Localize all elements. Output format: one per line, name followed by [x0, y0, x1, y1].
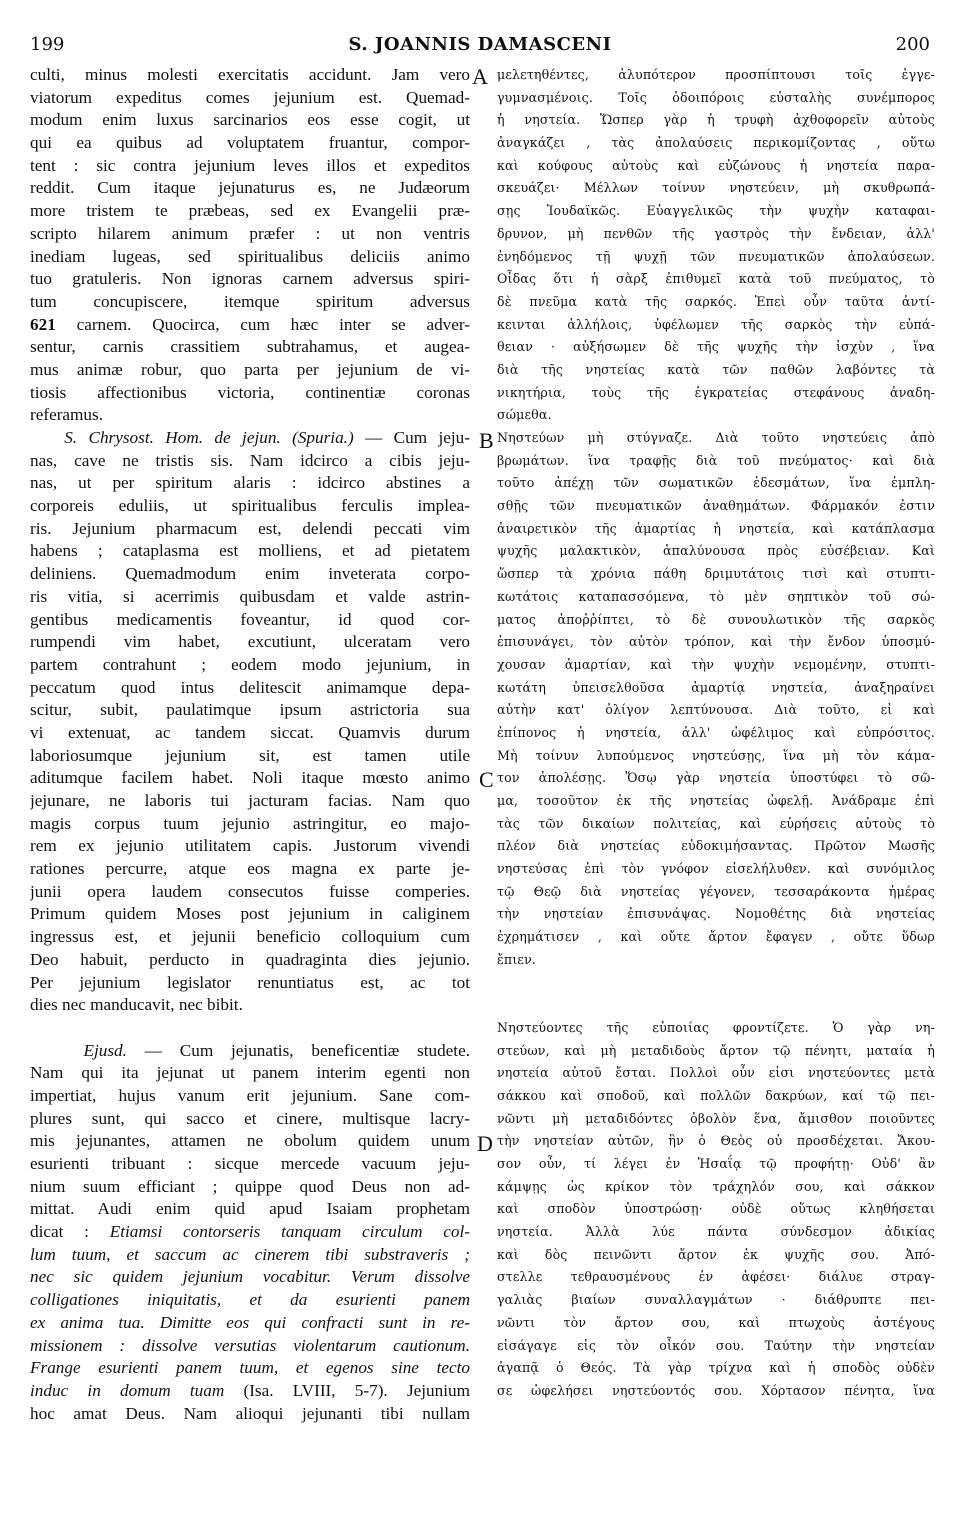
text-line: στεύων, καὶ μὴ μεταδιδοὺς ἄρτον τῷ πένητι, ματαία ἡ	[497, 1042, 935, 1058]
text-line: καὶ δὸς πεινῶντι ἄρτον ἐκ ψυχῆς σου. Ἀπό-	[497, 1246, 935, 1262]
text-line: σε ὠφελήσει νηστεύοντός σου. Χόρτασον πένητα, ἵνα	[497, 1382, 935, 1398]
source-reference: S. Chrysost. Hom. de jejun. (Spuria.)	[64, 428, 354, 447]
text-line: τὴν νηστείαν ἐπισυνάψας. Νομοθέτης διὰ νηστείας	[497, 906, 935, 922]
text-line: τὰς τῶν δικαίων πολιτείας, καὶ εὑρήσεις αὐτοὺς τὸ	[497, 815, 935, 831]
text-line: referamus.	[30, 405, 104, 425]
section-marker-b: B	[479, 428, 494, 453]
page-number-left: 199	[30, 34, 65, 55]
text-line: deliniens. Quemadmodum enim inveterata corpo-	[30, 564, 470, 584]
text-line: dicat : Etiamsi contorseris tanquam circulum col-	[30, 1222, 470, 1242]
text-line: σθῇς τῶν πνευματικῶν ἀναθημάτων. Φάρμακόν ἐστιν	[497, 498, 935, 514]
text-line: ἀγαπᾷ ὁ Θεός. Τὰ γὰρ τρίχνα καὶ ἡ σποδὸς οὐδὲν	[497, 1360, 935, 1376]
text-line: ἐπισυνάγει, τὸν αὐτὸν τρόπον, καὶ τὴν ἔνδον ὑποσμύ-	[497, 634, 935, 650]
text-line: κωτάτοις καταπασσόμενα, τὸ μὲν σηπτικὸν τοῦ σώ-	[497, 588, 935, 604]
text-line: ἐχρημάτισεν , καὶ οὔτε ἄρτον ἔφαγεν , οὔτε ὕδωρ	[497, 929, 935, 945]
text-line: nas, cave ne tristis sis. Nam idcirco a cibis jeju-	[30, 450, 470, 470]
text-line: Ejusd. — Cum jejunatis, beneficentiæ studete.	[83, 1040, 470, 1060]
text-line: esurienti tribuant : sicque mercede vacuum jeju-	[30, 1154, 470, 1173]
text-line: induc in domum tuam (Isa. LVIII, 5-7). Jejunium	[30, 1380, 470, 1400]
text-line: rumpendi vim habet, excutiunt, ulceratam vero	[30, 632, 470, 652]
text-line: corporeis eduliis, ut spiritualibus ferculis implea-	[30, 496, 470, 516]
text-line: Μὴ τοίνυν λυπούμενος νηστεύσῃς, ἵνα μὴ τὸν κάμα-	[497, 747, 935, 763]
latin-paragraph-2	[30, 427, 470, 1017]
text-line: colligationes iniquitatis, et da esurienti panem	[30, 1290, 470, 1310]
text-line: μελετηθέντες, ἀλυπότερον προσπίπτουσι τοῖς ἐγγε-	[497, 67, 935, 82]
text-line: mis jejunantes, attamen ne obolum quidem unum	[30, 1131, 470, 1151]
text-line: plures sunt, qui sacco et cinere, multisque lacry-	[30, 1108, 470, 1128]
text-line: magis corpus tuum jejunio astringitur, eo majo-	[30, 813, 470, 833]
text-line: τον ἀπολέσῃς. Ὅσῳ γὰρ νηστεία ὑποστύφει τὸ σῶ-	[497, 770, 935, 786]
text-line: ris vitia, si acerrimis quibusdam et valde astrin-	[30, 586, 470, 606]
text-line: more tristem te præbeas, sed ex Evangelii præ-	[30, 201, 470, 221]
latin-paragraph-1	[30, 64, 470, 427]
text-line: tent : sic contra jejunium leves illos et expeditos	[30, 155, 470, 175]
text-line: vi extenuat, ac tandem siccat. Quamvis durum	[30, 722, 470, 742]
text-line: nec sic quidem jejunium vocabitur. Verum dissolve	[30, 1267, 470, 1287]
text-line: culti, minus molesti exercitatis accidunt. Jam vero	[30, 65, 470, 84]
greek-column	[497, 64, 935, 1403]
text-line: διὰ τῆς νηστείας κατὰ τῶν παθῶν λαβόντες τὰ	[497, 361, 935, 377]
text-line: junii opera laudem consecutos fuisse comperies.	[30, 881, 470, 901]
text-line: σώμεθα.	[497, 407, 552, 423]
text-line: ψυχῆς μαλακτικὸν, ἁπαλύνουσα πρὸς εὐσέβειαν. Καὶ	[497, 543, 935, 559]
text-line: viatorum expeditus comes jejunium est. Quemad-	[30, 87, 470, 107]
text-line: τοῦτο ἀπέχῃ τῶν σωματικῶν ἐδεσμάτων, ἵνα ἐμπλη-	[497, 475, 935, 491]
text-line: ὥσπερ τὰ χρόνια πάθη δριμυτάτοις τισὶ καὶ στυπτι-	[497, 566, 935, 582]
text-line: θειαν · αὐξήσωμεν δὲ τῆς ψυχῆς τὴν ἰσχὺν , ἵνα	[497, 339, 935, 355]
text-line: σκευάζει· Μέλλων τοίνυν νηστεύειν, μὴ σκυθρωπά-	[497, 180, 935, 196]
greek-paragraph-3	[497, 1017, 935, 1403]
text-line: lum tuum, et saccum ac cinerem tibi substraveris ;	[30, 1244, 470, 1264]
text-line: χουσαν ἁμαρτίαν, καὶ τὴν ψυχὴν νεμομένην, στυπτι-	[497, 656, 935, 672]
text-line: scripto hilarem animum præfer : ut non ventris	[30, 223, 470, 243]
text-line: εἰσάγαγε εἰς τὸν οἶκόν σου. Ταύτην τὴν νηστείαν	[497, 1337, 935, 1353]
text-line: κάμψῃς ὡς κρίκον τὸν τράχηλόν σου, καὶ σάκκον	[497, 1178, 935, 1194]
text-line: νηστεία. Ἀλλὰ λύε πάντα σύνδεσμον ἀδικίας	[497, 1224, 935, 1240]
text-line: δὲ πνεῦμα κατὰ τῆς σαρκός. Ἐπεὶ οὖν ταῦτα ἀντί-	[497, 293, 935, 309]
text-line: Νηστεύων μὴ στύγναζε. Διὰ τοῦτο νηστεύεις ἀπὸ	[497, 430, 935, 445]
text-line: κεινται ἀλλήλοις, ὑφέλωμεν τῆς σαρκὸς τὴν εὐπά-	[497, 316, 935, 332]
text-line: σῃς Ἰουδαϊκῶς. Εὐαγγελικῶς τὴν ψυχὴν καταφαι-	[497, 203, 935, 219]
text-line: nium suum efficiant ; quippe quod Deus non ad-	[30, 1176, 470, 1196]
text-line: ἀναγκάζει , τὰς ἀπολαύσεις περικομίζοντας , οὕτω	[497, 135, 935, 151]
text-line: στελλε τεθραυσμένους ἐν ἀφέσει· διάλυε στραγ-	[497, 1269, 935, 1285]
text-line: ris. Jejunium pharmacum est, delendi peccati vim	[30, 518, 470, 538]
text-line: S. Chrysost. Hom. de jejun. (Spuria.) — Cum jeju-	[64, 428, 470, 447]
text-line: sentur, carnis crassitiem subtrahamus, et augea-	[30, 337, 470, 357]
text-line: partem contrahunt ; eodem modo jejunium, in	[30, 654, 470, 674]
text-line: αὐτὴν κατ' ὀλίγον λεπτύνουσα. Διὰ τοῦτο, εἰ καὶ	[497, 702, 935, 718]
text-line: modum enim luxus sarcinarios eos esse cogit, ut	[30, 110, 470, 130]
text-line: tum concupiscere, itemque spiritum adversus	[30, 291, 470, 311]
text-line: καὶ σποδὸν ὑποστρώσῃ· οὐδὲ οὕτως κληθήσεται	[497, 1201, 935, 1217]
text-line: ματος ἀποῤῥίπτει, τὸ δὲ συνουλωτικὸν τῆς σαρκὸς	[497, 611, 935, 627]
text-line: Νηστεύοντες τῆς εὐποιίας φροντίζετε. Ὁ γὰρ νη-	[497, 1019, 935, 1035]
text-line: ἡ νηστεία. Ὥσπερ γὰρ ἡ τρυφὴ ἀχθοφορεῖν αὐτοὺς	[497, 112, 935, 128]
text-line: Οἶδας ὅτι ἡ σὰρξ ἐπιθυμεῖ κατὰ τοῦ πνεύματος, τὸ	[497, 271, 935, 287]
text-line: Primum quidem Moses post jejunium in caliginem	[30, 904, 470, 924]
text-line: inediam lugeas, sed spiritualibus deliciis animo	[30, 246, 470, 266]
text-line: aditumque facilem habet. Noli itaque mœsto animo	[30, 768, 470, 788]
text-line: hoc amat Deus. Nam alioqui jejunanti tibi nullam	[30, 1403, 470, 1423]
text-line: νῶντι τὸν ἄρτον σου, καὶ πτωχοὺς ἀστέγους	[497, 1314, 935, 1330]
text-line: gentibus medicamentis foveantur, id quod cor-	[30, 609, 470, 629]
text-line: πλέον διὰ νηστείας εὐδοκιμήσαντας. Πρῶτον Μωσῆς	[497, 838, 935, 854]
text-line: nas, ut per spiritum alaris : idcirco abstines a	[30, 473, 470, 493]
text-line: τὴν νηστείαν αὐτῶν, ἣν ὁ Θεὸς οὐ προσδέχεται. Ἄκου-	[497, 1133, 935, 1149]
text-line: καὶ κούφους αὐτοὺς καὶ εὐζώνους ἡ νηστεία παρα-	[497, 157, 935, 173]
page-number-right: 200	[895, 34, 930, 55]
latin-column	[30, 64, 470, 1425]
text-line: 621 carnem. Quocirca, cum hæc inter se adver-	[30, 314, 470, 334]
text-line: ἀναιρετικὸν τῆς ἁμαρτίας ἡ νηστεία, καὶ κατάπλασμα	[497, 520, 935, 536]
text-line: νικητήρια, τοὺς τῆς ἐγκρατείας στεφάνους ἀναδη-	[497, 384, 935, 400]
text-line: νηστεύσας ἐπὶ τὸν γνόφον εἰσελήλυθεν. καὶ συνόμιλος	[497, 861, 935, 877]
text-line: μα, τοσοῦτον ἐκ τῆς νηστείας ὠφελῇ. Ἀνάδραμε ἐπὶ	[497, 793, 935, 808]
text-line: Frange esurienti panem tuum, et egenos sine tecto	[30, 1358, 470, 1378]
text-line: ἐνηδόμενος τῇ ψυχῇ τῶν πνευματικῶν ἀπολαύσεων.	[497, 248, 935, 264]
text-line: rem ex jejunio utilitatem capis. Justorum vivendi	[30, 836, 470, 856]
text-line: βρωμάτων. ἵνα τραφῇς διὰ τοῦ πνεύματος· καὶ διὰ	[497, 452, 935, 468]
text-line: ἐπίπονος ἡ νηστεία, ἀλλ' ὠφέλιμος καὶ εὐπρόσιτος.	[497, 724, 935, 740]
text-line: γυμνασμένοις. Τοῖς ὁδοιπόροις εὐσταλὴς συνέμπορος	[497, 89, 935, 105]
text-line: habens ; cataplasma est molliens, et ad pietatem	[30, 541, 470, 561]
text-line: tuo gratuleris. Non ignoras carnem adversus spiri-	[30, 269, 470, 289]
text-line: νηστεία αὐτοῦ ἔσται. Πολλοὶ οὖν εἰσι νηστεύοντες μετὰ	[497, 1065, 935, 1081]
text-line: Deo habuit, perducto in quadraginta dies jejunio.	[30, 949, 470, 969]
text-line: missionem : dissolve versutias violentarum cautionum.	[30, 1335, 470, 1355]
text-line: δρυνον, μὴ πενθῶν τῆς γαστρὸς τὴν ἔνδειαν, ἀλλ'	[497, 225, 935, 241]
text-line: jejunare, ne laboris tui jacturam facias. Nam quo	[30, 791, 470, 810]
text-line: rationes percurre, atque eos magna ex parte je-	[30, 859, 470, 879]
section-marker-d: D	[477, 1131, 493, 1156]
text-line: laboriosumque jejunium sit, est tamen utile	[30, 745, 470, 765]
text-line: impertiat, hujus vanum erit jejunium. Sane com-	[30, 1085, 470, 1105]
text-line: reddit. Cum itaque jejunaturus es, ne Judæorum	[30, 178, 470, 198]
text-line: ἔπιεν.	[497, 951, 537, 967]
running-title: S. JOANNIS DAMASCENI	[348, 34, 612, 55]
text-line: κωτάτη ὑπεισελθοῦσα ἁμαρτίᾳ νηστεία, ἀναξηραίνει	[497, 679, 935, 695]
text-line: Nam qui ita jejunat ut panem interim egenti non	[30, 1063, 470, 1083]
text-line: dies nec manducavit, nec bibit.	[30, 995, 243, 1015]
column-number: 621	[30, 314, 56, 334]
text-line: tiosis affectionibus victoria, continentiæ coronas	[30, 382, 470, 402]
text-line: ex anima tua. Dimitte eos qui confracti sunt in re-	[30, 1312, 470, 1332]
latin-paragraph-3	[30, 1040, 470, 1426]
text-line: peccatum quod intus delitescit animamque depa-	[30, 677, 470, 697]
text-line: νῶντι μὴ μεταδιδόντες ὀβολὸν ἕνα, ἄμισθον ποιοῦντες	[497, 1110, 935, 1126]
text-line: ingressus est, et jejunii beneficio colloquium cum	[30, 927, 470, 947]
page-header	[30, 34, 930, 58]
text-line: scitur, subit, paulatimque ipsum astrictoria sua	[30, 700, 470, 720]
text-line: qui ea quibus ad voluptatem fruantur, compor-	[30, 133, 470, 153]
text-line: τῷ Θεῷ διὰ νηστείας γέγονεν, τεσσαράκοντα ἡμέρας	[497, 883, 935, 899]
text-line: γαλιὰς βιαίων συναλλαγμάτων · διάθρυπτε πει-	[497, 1292, 935, 1308]
greek-paragraph-2	[497, 427, 935, 972]
source-reference: Ejusd.	[83, 1040, 127, 1060]
section-marker-a: A	[472, 64, 488, 89]
text-line: mus animæ robur, quo parta per jejunium de vi-	[30, 359, 470, 379]
text-line: σάκκου καὶ σποδοῦ, καὶ πολλῶν δακρύων, καί τῷ πει-	[497, 1087, 935, 1103]
text-line: σον οὖν, τί λέγει ἐν Ἡσαΐᾳ τῷ προφήτῃ· Οὐδ' ἂν	[497, 1156, 935, 1171]
text-line: Per jejunium legislator renuntiatus est, ac tot	[30, 972, 470, 992]
text-line: mittat. Audi enim quid apud Isaiam prophetam	[30, 1199, 470, 1219]
section-marker-c: C	[479, 767, 494, 792]
greek-paragraph-1	[497, 64, 935, 427]
scripture-citation: (Isa. LVIII, 5-7).	[224, 1380, 407, 1400]
